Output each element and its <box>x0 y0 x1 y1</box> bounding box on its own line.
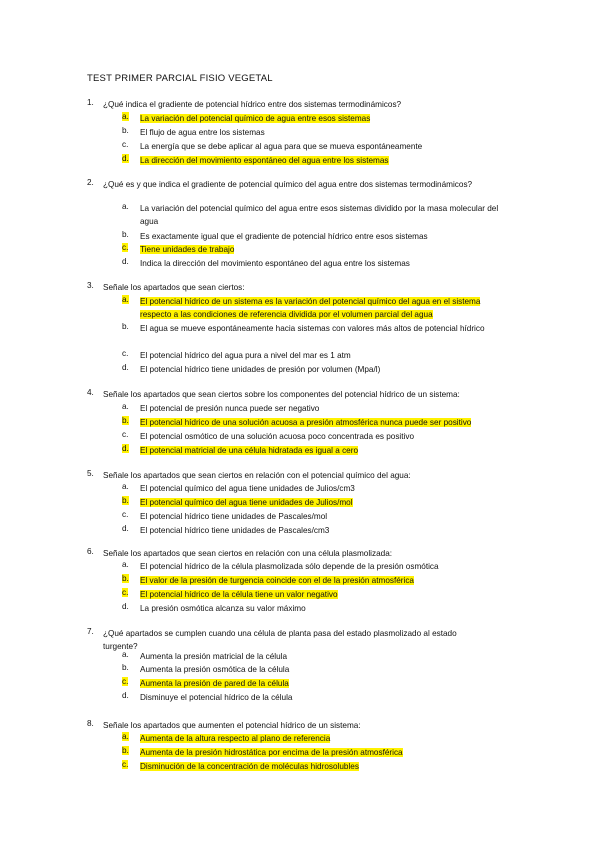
option-text: Tiene unidades de trabajo <box>140 245 235 254</box>
option-text: Aumenta de la presión hidrostática por encima de la presión atmosférica <box>140 748 403 757</box>
option-letter: b. <box>122 574 129 583</box>
option-letter: b. <box>122 496 129 505</box>
option-text: La dirección del movimiento espontáneo del agua entre los sistemas <box>140 156 389 165</box>
option-letter: c. <box>122 243 129 252</box>
question-number: 3. <box>87 281 94 290</box>
option-letter: a. <box>122 732 129 741</box>
option-letter: c. <box>122 510 129 519</box>
option-text: El valor de la presión de turgencia coincide con el de la presión atmosférica <box>140 576 414 585</box>
option-letter: b. <box>122 746 129 755</box>
option-text: El potencial hídrico del agua pura a nivel del mar es 1 atm <box>140 351 351 360</box>
option-letter: c. <box>122 430 129 439</box>
option-text: Disminución de la concentración de moléculas hidrosolubles <box>140 762 359 771</box>
option-text: Aumenta la presión osmótica de la célula <box>140 665 290 674</box>
question-number: 6. <box>87 547 94 556</box>
question-number: 4. <box>87 388 94 397</box>
option-text: La energía que se debe aplicar al agua para que se mueva espontáneamente <box>140 142 423 151</box>
option-letter: c. <box>122 760 129 769</box>
question-text: Señale los apartados que sean ciertos en relación con una célula plasmolizada: <box>103 549 393 558</box>
option-text: La presión osmótica alcanza su valor máximo <box>140 604 306 613</box>
option-text: El flujo de agua entre los sistemas <box>140 128 265 137</box>
question-number: 8. <box>87 719 94 728</box>
option-text: Aumenta de la altura respecto al plano de referencia <box>140 734 331 743</box>
option-text: El potencial hídrico tiene unidades de presión por volumen (Mpa/l) <box>140 365 381 374</box>
option-text: El potencial hídrico de una solución acuosa a presión atmosférica nunca puede ser positivo <box>140 418 472 427</box>
option-text: Disminuye el potencial hídrico de la célula <box>140 693 293 702</box>
option-text: El potencial de presión nunca puede ser negativo <box>140 404 320 413</box>
option-text: El agua se mueve espontáneamente hacia sistemas con valores más altos de potencial hídrico <box>140 324 485 333</box>
question-text: ¿Qué apartados se cumplen cuando una célula de planta pasa del estado plasmolizado al estado turgente? <box>103 629 457 651</box>
question-number: 5. <box>87 469 94 478</box>
option-text: El potencial hídrico de la célula tiene un valor negativo <box>140 590 338 599</box>
option-letter: a. <box>122 650 129 659</box>
option-letter: b. <box>122 663 129 672</box>
question-text: Señale los apartados que sean ciertos sobre los componentes del potencial hídrico de un sistema: <box>103 390 460 399</box>
option-letter: c. <box>122 677 129 686</box>
option-letter: b. <box>122 230 129 239</box>
question-text: Señale los apartados que sean ciertos: <box>103 283 245 292</box>
question-number: 1. <box>87 98 94 107</box>
option-text: Aumenta la presión matricial de la célula <box>140 652 287 661</box>
question-number: 2. <box>87 178 94 187</box>
option-text: La variación del potencial químico del agua entre esos sistemas dividido por la masa molecular del agua <box>140 204 499 226</box>
option-letter: a. <box>122 202 129 211</box>
document-title: TEST PRIMER PARCIAL FISIO VEGETAL <box>87 73 273 84</box>
option-letter: a. <box>122 482 129 491</box>
option-letter: d. <box>122 691 129 700</box>
option-letter: d. <box>122 257 129 266</box>
question-text: ¿Qué es y que indica el gradiente de potencial químico del agua entre dos sistemas termodinámicos? <box>103 180 473 189</box>
option-letter: d. <box>122 444 129 453</box>
option-text: Es exactamente igual que el gradiente de potencial hídrico entre esos sistemas <box>140 232 428 241</box>
option-text: El potencial hídrico de un sistema es la variación del potencial químico del agua en el sistema respecto a las condiciones de referencia dividida por el volumen parcial del agua <box>140 297 481 319</box>
option-letter: c. <box>122 140 129 149</box>
option-letter: b. <box>122 322 129 331</box>
option-letter: d. <box>122 154 129 163</box>
option-letter: a. <box>122 560 129 569</box>
option-text: La variación del potencial químico de agua entre esos sistemas <box>140 114 371 123</box>
option-text: El potencial osmótico de una solución acuosa poco concentrada es positivo <box>140 432 414 441</box>
question-text: Señale los apartados que sean ciertos en relación con el potencial químico del agua: <box>103 471 411 480</box>
question-text: Señale los apartados que aumenten el potencial hídrico de un sistema: <box>103 721 361 730</box>
option-text: El potencial hídrico de la célula plasmolizada sólo depende de la presión osmótica <box>140 562 439 571</box>
question-text: ¿Qué indica el gradiente de potencial hídrico entre dos sistemas termodinámicos? <box>103 100 402 109</box>
option-letter: a. <box>122 112 129 121</box>
option-letter: b. <box>122 416 129 425</box>
option-letter: d. <box>122 524 129 533</box>
option-text: El potencial hídrico tiene unidades de Pascales/cm3 <box>140 526 330 535</box>
option-letter: c. <box>122 588 129 597</box>
option-text: El potencial químico del agua tiene unidades de Julios/mol <box>140 498 353 507</box>
option-text: El potencial hídrico tiene unidades de Pascales/mol <box>140 512 328 521</box>
option-letter: b. <box>122 126 129 135</box>
option-text: Aumenta la presión de pared de la célula <box>140 679 289 688</box>
option-letter: c. <box>122 349 129 358</box>
option-letter: d. <box>122 602 129 611</box>
option-letter: d. <box>122 363 129 372</box>
option-letter: a. <box>122 402 129 411</box>
question-number: 7. <box>87 627 94 636</box>
option-letter: a. <box>122 295 129 304</box>
option-text: El potencial químico del agua tiene unidades de Julios/cm3 <box>140 484 355 493</box>
option-text: El potencial matricial de una célula hidratada es igual a cero <box>140 446 359 455</box>
option-text: Indica la dirección del movimiento espontáneo del agua entre los sistemas <box>140 259 410 268</box>
